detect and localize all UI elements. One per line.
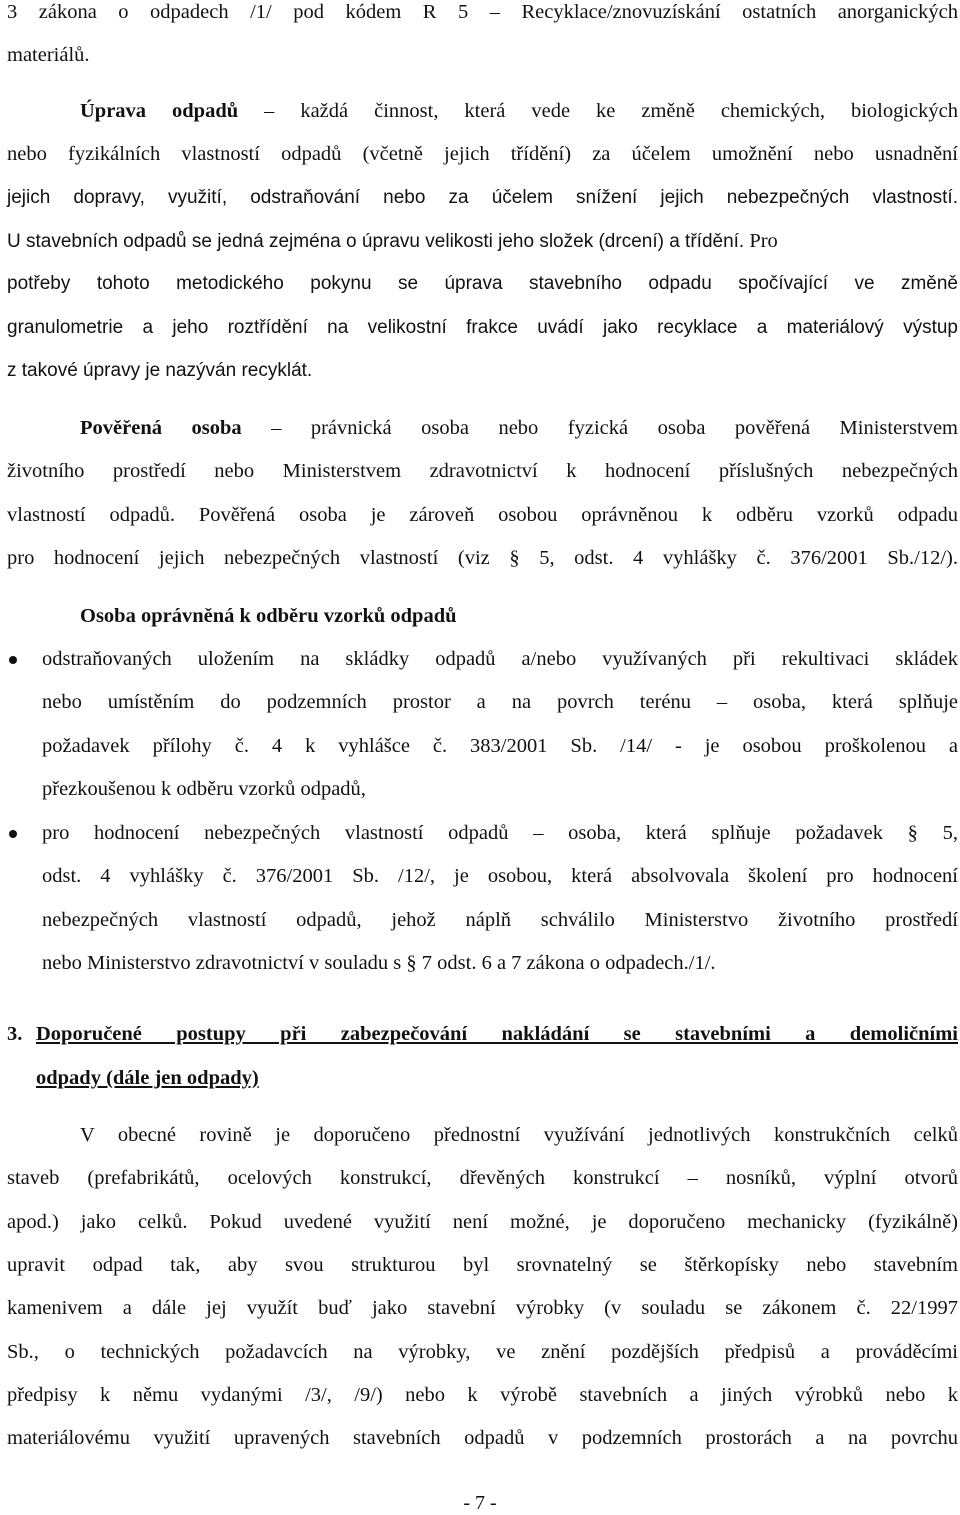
text-line: z takové úpravy je nazýván recyklát. — [7, 360, 313, 381]
text-line: životního prostředí nebo Ministerstvem zdravotnictví k hodnocení příslušných nebezpečných — [7, 460, 958, 482]
bullet-icon — [9, 656, 17, 664]
list-item-line: přezkoušenou k odběru vzorků odpadů, — [42, 778, 366, 800]
text-line: upravit odpad tak, aby svou strukturou byl srovnatelný se štěrkopísky nebo stavebním — [7, 1254, 958, 1276]
text-line: pro hodnocení jejich nebezpečných vlastností (viz § 5, odst. 4 vyhlášky č. 376/2001 Sb./12/). — [7, 547, 958, 569]
list-item-line: požadavek přílohy č. 4 k vyhlášce č. 383/2001 Sb. /14/ - je osobou proškolenou a — [42, 735, 958, 757]
list-item-line: odstraňovaných uložením na skládky odpadů a/nebo využívaných při rekultivaci skládek — [42, 648, 958, 670]
section-heading: Osoba oprávněná k odběru vzorků odpadů — [80, 605, 457, 627]
bullet-icon — [9, 830, 17, 838]
text-span: – právnická osoba nebo fyzická osoba pověřená Ministerstvem — [241, 417, 958, 439]
text-line — [7, 229, 958, 254]
page-number: - 7 - — [463, 1492, 497, 1514]
paragraph-heading-line — [80, 416, 958, 440]
paragraph-heading-line — [80, 99, 958, 123]
text-line: Sb., o technických požadavcích na výrobky, ve znění pozdějších předpisů a prováděcími — [7, 1341, 958, 1363]
term-uprava-odpadu: Úprava odpadů — [80, 100, 239, 122]
list-item-line: nebo umístěním do podzemních prostor a na povrch terénu – osoba, která splňuje — [42, 691, 958, 713]
text-line: granulometrie a jeho roztřídění na velikostní frakce uvádí jako recyklace a materiálový výstup — [7, 317, 958, 338]
list-item-line: nebo Ministerstvo zdravotnictví v souladu s § 7 odst. 6 a 7 zákona o odpadech./1/. — [42, 952, 716, 974]
term-poverena-osoba: Pověřená osoba — [80, 417, 242, 439]
text-line: materiálovému využití upravených stavebních odpadů v podzemních prostorách a na povrchu — [7, 1427, 958, 1449]
text-line: vlastností odpadů. Pověřená osoba je zároveň osobou oprávněnou k odběru vzorků odpadu — [7, 504, 958, 526]
text-span: – každá činnost, která vede ke změně chemických, biologických — [238, 100, 958, 122]
section-title-line: odpady (dále jen odpady) — [36, 1067, 259, 1089]
text-line: kamenivem a dále jej využít buď jako stavební výrobky (v souladu se zákonem č. 22/1997 — [7, 1297, 958, 1319]
text-line: V obecné rovině je doporučeno přednostní využívání jednotlivých konstrukčních celků — [80, 1124, 958, 1146]
text-line: předpisy k němu vydanými /3/, /9/) nebo k výrobě stavebních a jiných výrobků nebo k — [7, 1384, 958, 1406]
list-item-line: odst. 4 vyhlášky č. 376/2001 Sb. /12/, je osobou, která absolvovala školení pro hodnocení — [42, 865, 958, 887]
list-item-line: nebezpečných vlastností odpadů, jehož náplň schválilo Ministerstvo životního prostředí — [42, 909, 958, 931]
text-line: apod.) jako celků. Pokud uvedené využití není možné, je doporučeno mechanicky (fyzikálně) — [7, 1211, 958, 1233]
text-line: staveb (prefabrikátů, ocelových konstrukcí, dřevěných konstrukcí – nosníků, výplní otvorů — [7, 1167, 958, 1189]
list-item-line: pro hodnocení nebezpečných vlastností odpadů – osoba, která splňuje požadavek § 5, — [42, 822, 958, 844]
section-title-line: Doporučené postupy při zabezpečování nakládání se stavebními a demoličními — [36, 1023, 958, 1045]
text-line: materiálů. — [7, 44, 90, 66]
text-line: nebo fyzikálních vlastností odpadů (včetně jejich třídění) za účelem umožnění nebo usnadnění — [7, 143, 958, 165]
text-line: potřeby tohoto metodického pokynu se úprava stavebního odpadu spočívající ve změně — [7, 273, 958, 294]
text-line: 3 zákona o odpadech /1/ pod kódem R 5 – Recyklace/znovuzískání ostatních anorganických — [7, 1, 958, 23]
section-number: 3. — [7, 1023, 23, 1045]
text-span: Pro — [744, 230, 778, 252]
text-line: jejich dopravy, využití, odstraňování nebo za účelem snížení jejich nebezpečných vlastností. — [7, 187, 958, 208]
text-span: U stavebních odpadů se jedná zejména o úpravu velikosti jeho složek (drcení) a třídění. — [7, 231, 745, 252]
